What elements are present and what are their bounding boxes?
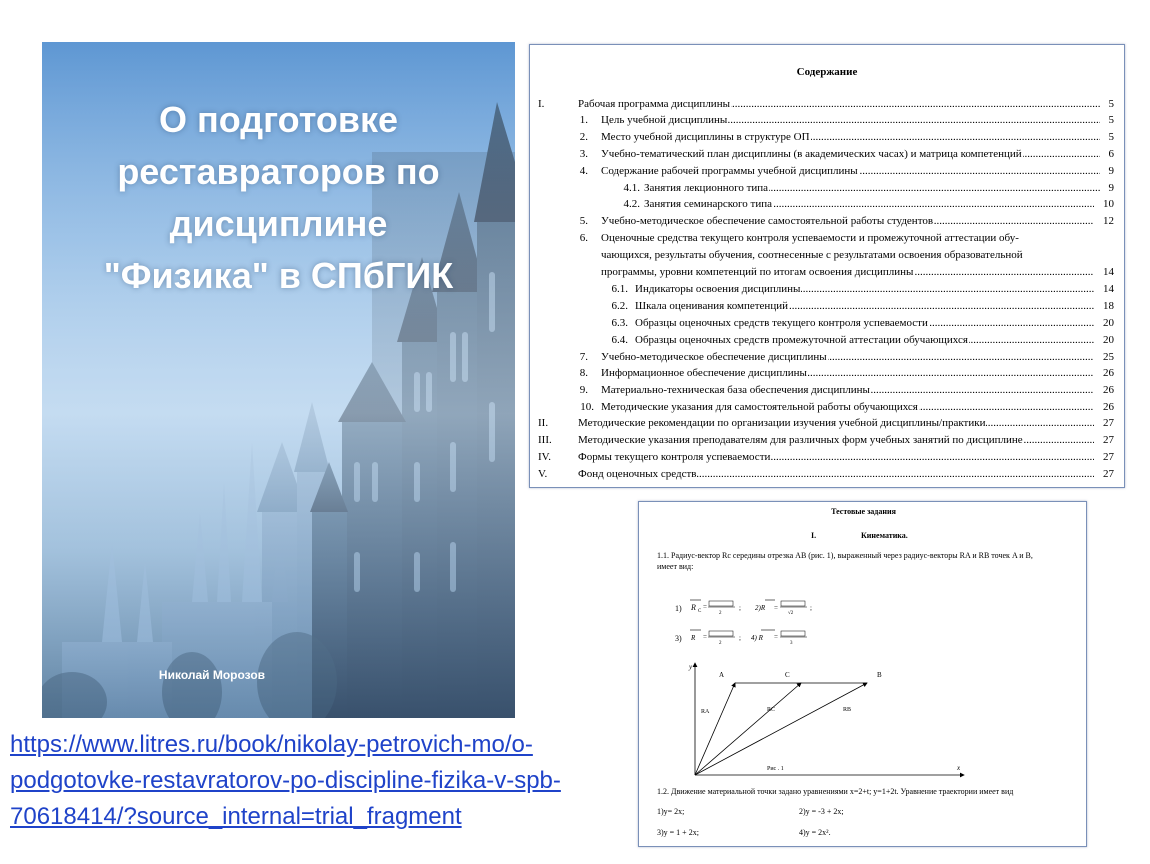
toc-num: 2. <box>579 131 588 143</box>
toc-num: 1. <box>579 114 588 126</box>
toc-row <box>530 247 1126 263</box>
toc-text: Фонд оценочных средств ..... <box>578 466 1094 482</box>
toc-page: 10 <box>1103 198 1114 210</box>
toc-row <box>530 96 1126 112</box>
toc-page: 26 <box>1103 367 1114 379</box>
toc-text: Методические рекомендации по организации изучения учебной дисциплины/практики ..... <box>578 415 1094 431</box>
cover-title <box>42 94 515 302</box>
toc-page: 25 <box>1103 351 1114 363</box>
toc-row <box>530 449 1126 465</box>
point-c-label: C <box>785 671 790 679</box>
toc-text: Индикаторы освоения дисциплины ..... <box>635 281 1094 297</box>
svg-text:R: R <box>691 603 696 612</box>
toc-num: 6. <box>579 232 588 244</box>
toc-num: 4.2. <box>623 198 640 210</box>
toc-num: 10. <box>580 401 594 413</box>
toc-row <box>530 349 1126 365</box>
toc-row <box>530 180 1126 196</box>
toc-text: Материально-техническая база обеспечения дисциплины ..... <box>601 382 1094 398</box>
toc-num: 8. <box>579 367 588 379</box>
svg-text:;: ; <box>739 604 741 612</box>
toc-row <box>530 163 1126 179</box>
toc-row <box>530 365 1126 381</box>
option-formula-3 <box>689 626 819 648</box>
section-number: I. <box>811 531 817 540</box>
toc-row <box>530 432 1126 448</box>
toc-page: 5 <box>1108 98 1114 110</box>
vector-ra-label: RA <box>701 709 710 715</box>
toc-page: 26 <box>1103 401 1114 413</box>
cover-title-line: дисциплине <box>169 203 388 244</box>
cover-title-line: "Физика" в СПбГИК <box>103 255 454 296</box>
toc-num: 4.1. <box>623 182 640 194</box>
contents-page <box>529 44 1125 488</box>
cover-title-line: О подготовке <box>158 99 399 140</box>
question-2-text: 1.2. Движение материальной точки задано уравнениями x=2+t; y=1+2t. Уравнение траектории имеет вид <box>657 787 1014 796</box>
svg-text:√2: √2 <box>788 611 794 616</box>
toc-num: 5. <box>579 215 588 227</box>
question-1-text-cont: имеет вид: <box>657 562 694 571</box>
option-label: 1) <box>675 604 682 613</box>
toc-text: Учебно-тематический план дисциплины (в академических часах) и матрица компетенций ..... <box>601 146 1100 162</box>
toc-page: 27 <box>1103 451 1114 463</box>
litres-book-link[interactable] <box>10 727 650 835</box>
point-a-label: A <box>719 671 725 679</box>
toc-num: I. <box>538 98 545 110</box>
toc-page: 9 <box>1108 182 1114 194</box>
svg-text:R: R <box>691 634 696 642</box>
svg-text:=: = <box>774 633 778 641</box>
vector-rb <box>695 683 867 775</box>
toc-page: 14 <box>1103 266 1114 278</box>
toc-text: Учебно-методическое обеспечение самостоятельной работы студентов ..... <box>601 213 1094 229</box>
toc-num: 9. <box>579 384 588 396</box>
test-title: Тестовые задания <box>831 507 896 516</box>
toc-row <box>530 264 1126 280</box>
answer-option: 3)y = 1 + 2x; <box>657 828 699 837</box>
option-label: 3) <box>675 634 682 643</box>
svg-text:4) R: 4) R <box>751 634 763 642</box>
cover-title-line: реставраторов по <box>117 151 440 192</box>
cover-author: Николай Морозов <box>158 668 266 682</box>
link-line[interactable]: podgotovke-restavratorov-po-discipline-fizika-v-spb- <box>10 767 561 794</box>
toc-row <box>530 146 1126 162</box>
book-cover <box>42 42 515 718</box>
toc-text: Место учебной дисциплины в структуре ОП ..... <box>601 129 1100 145</box>
toc-row <box>530 466 1126 482</box>
toc-num: 6.3. <box>611 317 628 329</box>
toc-num: V. <box>538 468 548 480</box>
toc-text: Шкала оценивания компетенций ..... <box>635 298 1094 314</box>
point-b-label: B <box>877 671 882 679</box>
toc-num: 6.4. <box>611 334 628 346</box>
toc-page: 18 <box>1103 300 1114 312</box>
toc-row <box>530 213 1126 229</box>
toc-text: Формы текущего контроля успеваемости ..... <box>578 449 1094 465</box>
y-axis-label: y <box>689 663 693 671</box>
toc-row <box>530 415 1126 431</box>
toc-page: 5 <box>1108 131 1114 143</box>
toc-page: 20 <box>1103 334 1114 346</box>
vector-rb-label: RB <box>843 707 852 713</box>
toc-page: 27 <box>1103 468 1114 480</box>
toc-num: 6.2. <box>611 300 628 312</box>
toc-row <box>530 315 1126 331</box>
svg-text:=: = <box>703 633 707 641</box>
toc-page: 14 <box>1103 283 1114 295</box>
svg-text:3: 3 <box>790 641 793 646</box>
toc-text: Образцы оценочных средств промежуточной аттестации обучающихся ..... <box>635 332 1094 348</box>
svg-text:;: ; <box>810 604 812 612</box>
figure-caption: Рис . 1 <box>767 766 784 772</box>
svg-text:=: = <box>703 603 707 611</box>
x-axis-label: x <box>957 764 961 772</box>
toc-text: Рабочая программа дисциплины ..... <box>578 96 1100 112</box>
toc-page: 27 <box>1103 434 1114 446</box>
section-title: Кинематика. <box>861 531 908 540</box>
toc-num: 4. <box>579 165 588 177</box>
toc-page: 5 <box>1108 114 1114 126</box>
test-tasks-page <box>638 501 1087 847</box>
vector-rc-label: RC <box>767 707 776 713</box>
svg-text:C: C <box>698 609 702 614</box>
toc-row <box>530 129 1126 145</box>
toc-text: Образцы оценочных средств текущего контроля успеваемости ..... <box>635 315 1094 331</box>
toc-row <box>530 399 1126 415</box>
svg-text:;: ; <box>739 634 741 642</box>
toc-text: Занятия лекционного типа ..... <box>644 180 1100 196</box>
option-formula-1 <box>689 596 819 618</box>
link-line[interactable]: https://www.litres.ru/book/nikolay-petrovich-mo/o- <box>10 731 533 758</box>
toc-text: Методические указания для самостоятельной работы обучающихся ..... <box>601 399 1094 415</box>
figure-1-vectors <box>679 657 969 782</box>
answer-option: 1)y= 2x; <box>657 807 685 816</box>
toc-text: чающихся, результаты обучения, соотнесенные с результатами освоения образовательной <box>601 249 1023 261</box>
question-1-text: 1.1. Радиус-вектор Rc середины отрезка AB (рис. 1), выраженный через радиус-векторы RA и RB точек A и B, <box>657 551 1033 560</box>
toc-text: Оценочные средства текущего контроля успеваемости и промежуточной аттестации обу- <box>601 232 1019 244</box>
svg-text:2)R: 2)R <box>755 604 766 612</box>
answer-option: 2)y = -3 + 2x; <box>799 807 844 816</box>
toc-page: 9 <box>1108 165 1114 177</box>
toc-row <box>530 382 1126 398</box>
toc-text: Цель учебной дисциплины ..... <box>601 112 1100 128</box>
toc-text: Информационное обеспечение дисциплины ..... <box>601 365 1094 381</box>
toc-num: III. <box>538 434 552 446</box>
toc-page: 6 <box>1108 148 1114 160</box>
toc-row <box>530 230 1126 246</box>
toc-num: IV. <box>538 451 551 463</box>
toc-row <box>530 332 1126 348</box>
answer-option: 4)y = 2x². <box>799 828 831 837</box>
toc-row <box>530 281 1126 297</box>
contents-title: Содержание <box>796 66 858 78</box>
toc-page: 12 <box>1103 215 1114 227</box>
toc-page: 20 <box>1103 317 1114 329</box>
toc-text: Содержание рабочей программы учебной дисциплины ..... <box>601 163 1100 179</box>
toc-row <box>530 112 1126 128</box>
toc-text: программы, уровни компетенций по итогам освоения дисциплины ..... <box>601 264 1094 280</box>
toc-num: 3. <box>579 148 588 160</box>
toc-row <box>530 196 1126 212</box>
toc-num: II. <box>538 417 549 429</box>
svg-text:=: = <box>774 604 778 612</box>
toc-num: 6.1. <box>611 283 628 295</box>
vector-ra <box>695 683 735 775</box>
svg-text:2: 2 <box>719 641 722 646</box>
vector-rc <box>695 683 801 775</box>
toc-page: 27 <box>1103 417 1114 429</box>
link-line[interactable]: 70618414/?source_internal=trial_fragment <box>10 803 462 830</box>
toc-text: Учебно-методическое обеспечение дисциплины ..... <box>601 349 1094 365</box>
toc-num: 7. <box>579 351 588 363</box>
toc-page: 26 <box>1103 384 1114 396</box>
toc-text: Методические указания преподавателям для различных форм учебных занятий по дисциплине ..... <box>578 432 1094 448</box>
svg-text:2: 2 <box>719 611 722 616</box>
toc-row <box>530 298 1126 314</box>
toc-text: Занятия семинарского типа ..... <box>644 196 1094 212</box>
